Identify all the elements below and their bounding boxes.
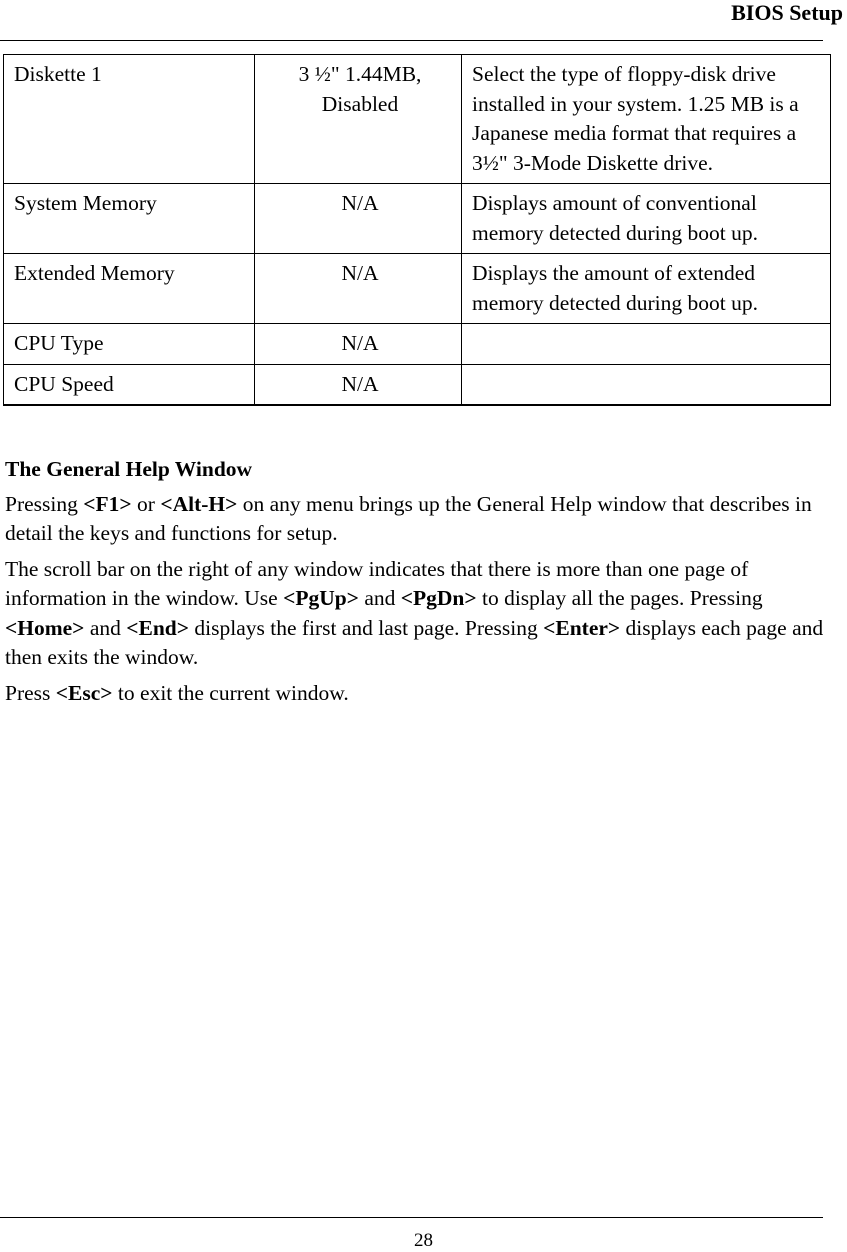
key-pgup: <PgUp> (283, 586, 359, 610)
key-end: <End> (126, 615, 189, 640)
bios-settings-table (3, 54, 831, 406)
setting-value: N/A (255, 184, 462, 254)
header-rule (0, 40, 823, 41)
setting-name: CPU Speed (4, 364, 255, 405)
help-paragraph-esc (5, 679, 845, 709)
key-enter: <Enter> (543, 615, 621, 640)
text-run: Pressing (5, 491, 84, 516)
setting-description: Displays the amount of extended memory detected during boot up. (462, 254, 831, 324)
page-header-title: BIOS Setup (731, 0, 843, 25)
text-run: displays the first and last page. Pressing (189, 615, 544, 640)
section-heading: The General Help Window (5, 457, 253, 481)
setting-value: N/A (255, 324, 462, 365)
text-run: and (358, 586, 401, 610)
table-row (4, 324, 831, 365)
text-run: on any menu brings up the General Help window that describes in detail the keys and functions for setup. (5, 491, 812, 545)
setting-value: 3 ½" 1.44MB, Disabled (255, 55, 462, 184)
key-pgdn: <PgDn> (400, 586, 477, 610)
text-run: to exit the current window. (112, 680, 349, 705)
setting-description: Displays amount of conventional memory detected during boot up. (462, 184, 831, 254)
key-esc: <Esc> (55, 680, 113, 705)
help-paragraph-f1 (5, 490, 845, 549)
key-f1: <F1> (83, 491, 132, 516)
text-run: and (84, 615, 127, 640)
page-number: 28 (414, 1230, 433, 1251)
text-run: Press (5, 680, 56, 705)
setting-description (462, 324, 831, 365)
text-run: to display all the pages. Pressing (476, 586, 763, 610)
setting-value: N/A (255, 254, 462, 324)
key-home: <Home> (5, 615, 85, 640)
text-run: The scroll bar on the right of any window indicates that there is more than one page of information in the window. Use (5, 556, 749, 610)
setting-name: CPU Type (4, 324, 255, 365)
setting-name: Diskette 1 (4, 55, 255, 184)
table-row (4, 184, 831, 254)
setting-description: Select the type of floppy-disk drive installed in your system. 1.25 MB is a Japanese media format that requires a 3½" 3-Mode Diskette drive. (462, 55, 831, 184)
table-row (4, 364, 831, 405)
footer-rule (0, 1217, 823, 1218)
text-run: displays each page and then exits the window. (5, 615, 824, 669)
help-paragraph-scroll (5, 555, 845, 673)
setting-description (462, 364, 831, 405)
setting-value: N/A (255, 364, 462, 405)
key-alt-h: <Alt-H> (160, 491, 238, 516)
table-row (4, 55, 831, 184)
text-run: or (131, 491, 161, 516)
setting-name: System Memory (4, 184, 255, 254)
table-row (4, 254, 831, 324)
setting-name: Extended Memory (4, 254, 255, 324)
help-section (5, 455, 845, 714)
